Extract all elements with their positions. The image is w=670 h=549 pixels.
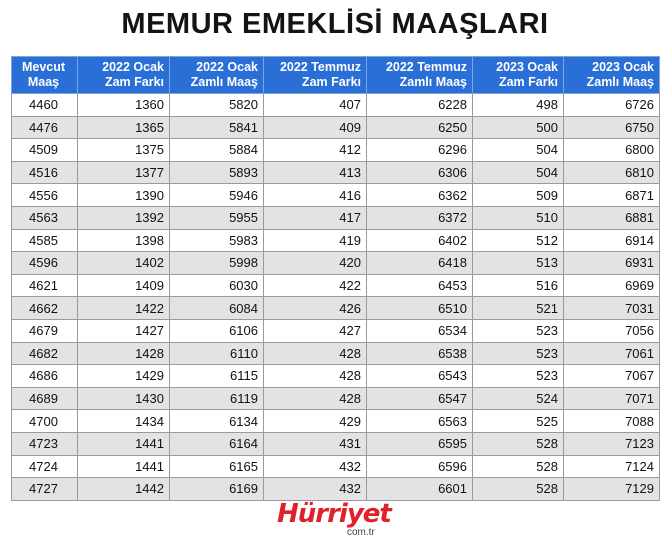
table-cell: 426 — [264, 297, 367, 320]
logo-domain: com.tr — [347, 527, 375, 538]
table-cell: 1390 — [78, 184, 170, 207]
table-cell: 6881 — [564, 206, 660, 229]
table-cell: 6306 — [367, 161, 473, 184]
table-row — [12, 94, 660, 117]
table-cell: 422 — [264, 274, 367, 297]
table-cell: 4585 — [12, 229, 78, 252]
table-cell: 1441 — [78, 432, 170, 455]
table-cell: 6534 — [367, 319, 473, 342]
table-cell: 427 — [264, 319, 367, 342]
table-row — [12, 432, 660, 455]
table-cell: 7129 — [564, 478, 660, 501]
table-cell: 4516 — [12, 161, 78, 184]
table-row — [12, 319, 660, 342]
table-cell: 6418 — [367, 252, 473, 275]
table-cell: 6596 — [367, 455, 473, 478]
table-cell: 498 — [473, 94, 564, 117]
table-cell: 6250 — [367, 116, 473, 139]
table-row — [12, 342, 660, 365]
table-cell: 1409 — [78, 274, 170, 297]
table-row — [12, 297, 660, 320]
table-cell: 6228 — [367, 94, 473, 117]
column-header-line: 2022 Temmuz — [279, 60, 361, 74]
table-cell: 516 — [473, 274, 564, 297]
table-header — [12, 57, 660, 94]
table-cell: 4621 — [12, 274, 78, 297]
logo-wordmark: Hürriyet — [277, 499, 391, 529]
table-cell: 417 — [264, 206, 367, 229]
table-cell: 1392 — [78, 206, 170, 229]
table-cell: 1430 — [78, 387, 170, 410]
table-cell: 1429 — [78, 365, 170, 388]
table-cell: 500 — [473, 116, 564, 139]
table-cell: 528 — [473, 478, 564, 501]
salary-table — [11, 56, 660, 501]
column-header-line: 2022 Ocak — [196, 60, 258, 74]
table-cell: 4723 — [12, 432, 78, 455]
table-cell: 1402 — [78, 252, 170, 275]
table-cell: 521 — [473, 297, 564, 320]
table-cell: 6810 — [564, 161, 660, 184]
table-cell: 6726 — [564, 94, 660, 117]
table-cell: 6969 — [564, 274, 660, 297]
table-cell: 523 — [473, 365, 564, 388]
table-cell: 432 — [264, 478, 367, 501]
table-cell: 1360 — [78, 94, 170, 117]
table-cell: 510 — [473, 206, 564, 229]
table-cell: 432 — [264, 455, 367, 478]
table-cell: 6030 — [170, 274, 264, 297]
table-cell: 6800 — [564, 139, 660, 162]
table-row — [12, 274, 660, 297]
table-cell: 420 — [264, 252, 367, 275]
table-cell: 6169 — [170, 478, 264, 501]
hurriyet-logo — [0, 497, 670, 537]
table-cell: 512 — [473, 229, 564, 252]
table-cell: 4727 — [12, 478, 78, 501]
table-cell: 6914 — [564, 229, 660, 252]
table-cell: 5820 — [170, 94, 264, 117]
column-header-line: Zam Farkı — [301, 75, 361, 89]
table-cell: 412 — [264, 139, 367, 162]
table-cell: 4460 — [12, 94, 78, 117]
column-header — [264, 57, 367, 94]
table-cell: 416 — [264, 184, 367, 207]
column-header-line: Zamlı Maaş — [190, 75, 258, 89]
table-cell: 4563 — [12, 206, 78, 229]
table-cell: 4596 — [12, 252, 78, 275]
table-cell: 4556 — [12, 184, 78, 207]
table-cell: 6871 — [564, 184, 660, 207]
table-cell: 7067 — [564, 365, 660, 388]
column-header — [12, 57, 78, 94]
table-row — [12, 229, 660, 252]
table-cell: 528 — [473, 432, 564, 455]
table-row — [12, 387, 660, 410]
table-cell: 5893 — [170, 161, 264, 184]
table-row — [12, 410, 660, 433]
table-cell: 528 — [473, 455, 564, 478]
table-cell: 4476 — [12, 116, 78, 139]
table-cell: 6547 — [367, 387, 473, 410]
table-cell: 6115 — [170, 365, 264, 388]
column-header — [564, 57, 660, 94]
table-cell: 6510 — [367, 297, 473, 320]
table-cell: 6595 — [367, 432, 473, 455]
table-cell: 428 — [264, 365, 367, 388]
table-cell: 6372 — [367, 206, 473, 229]
header-row — [12, 57, 660, 94]
table-cell: 6134 — [170, 410, 264, 433]
table-cell: 1442 — [78, 478, 170, 501]
table-cell: 6165 — [170, 455, 264, 478]
table-row — [12, 184, 660, 207]
table-cell: 1375 — [78, 139, 170, 162]
column-header-line: 2023 Ocak — [496, 60, 558, 74]
table-cell: 524 — [473, 387, 564, 410]
table-cell: 513 — [473, 252, 564, 275]
table-cell: 413 — [264, 161, 367, 184]
table-cell: 6164 — [170, 432, 264, 455]
table-cell: 407 — [264, 94, 367, 117]
table-cell: 523 — [473, 319, 564, 342]
table-cell: 5884 — [170, 139, 264, 162]
table-cell: 4509 — [12, 139, 78, 162]
table-cell: 6119 — [170, 387, 264, 410]
column-header-line: Maaş — [27, 75, 60, 89]
table-cell: 429 — [264, 410, 367, 433]
table-cell: 1422 — [78, 297, 170, 320]
table-cell: 4682 — [12, 342, 78, 365]
table-cell: 525 — [473, 410, 564, 433]
column-header — [367, 57, 473, 94]
table-cell: 6750 — [564, 116, 660, 139]
column-header — [78, 57, 170, 94]
table-cell: 4700 — [12, 410, 78, 433]
table-cell: 5983 — [170, 229, 264, 252]
column-header-line: Zamlı Maaş — [586, 75, 654, 89]
table-cell: 6296 — [367, 139, 473, 162]
table-cell: 523 — [473, 342, 564, 365]
page-title: MEMUR EMEKLİSİ MAAŞLARI — [121, 8, 549, 40]
table-cell: 1434 — [78, 410, 170, 433]
table-row — [12, 139, 660, 162]
table-cell: 5841 — [170, 116, 264, 139]
table-cell: 7031 — [564, 297, 660, 320]
column-header-line: 2022 Temmuz — [385, 60, 467, 74]
table-cell: 7124 — [564, 455, 660, 478]
table-row — [12, 365, 660, 388]
column-header-line: 2023 Ocak — [592, 60, 654, 74]
table-cell: 504 — [473, 161, 564, 184]
column-header — [473, 57, 564, 94]
table-row — [12, 116, 660, 139]
table-row — [12, 252, 660, 275]
table-cell: 6453 — [367, 274, 473, 297]
table-cell: 4689 — [12, 387, 78, 410]
table-cell: 5998 — [170, 252, 264, 275]
table-row — [12, 455, 660, 478]
table-cell: 7061 — [564, 342, 660, 365]
table-cell: 428 — [264, 342, 367, 365]
column-header-line: Zam Farkı — [498, 75, 558, 89]
table-cell: 6601 — [367, 478, 473, 501]
table-cell: 6084 — [170, 297, 264, 320]
table-body — [12, 94, 660, 501]
table-cell: 1441 — [78, 455, 170, 478]
table-cell: 1398 — [78, 229, 170, 252]
table-row — [12, 206, 660, 229]
column-header-line: Mevcut — [21, 60, 66, 74]
table-cell: 7071 — [564, 387, 660, 410]
table-cell: 1428 — [78, 342, 170, 365]
table-cell: 6362 — [367, 184, 473, 207]
table-cell: 431 — [264, 432, 367, 455]
table-cell: 4679 — [12, 319, 78, 342]
column-header-line: 2022 Ocak — [102, 60, 164, 74]
table-cell: 419 — [264, 229, 367, 252]
table-cell: 1365 — [78, 116, 170, 139]
table-cell: 5946 — [170, 184, 264, 207]
table-cell: 4686 — [12, 365, 78, 388]
table-cell: 6563 — [367, 410, 473, 433]
table-cell: 1377 — [78, 161, 170, 184]
table-cell: 5955 — [170, 206, 264, 229]
table-cell: 7123 — [564, 432, 660, 455]
table-cell: 6110 — [170, 342, 264, 365]
table-cell: 6402 — [367, 229, 473, 252]
table-cell: 504 — [473, 139, 564, 162]
table-cell: 6106 — [170, 319, 264, 342]
table-cell: 6543 — [367, 365, 473, 388]
table-cell: 6538 — [367, 342, 473, 365]
table-cell: 4662 — [12, 297, 78, 320]
table-cell: 7056 — [564, 319, 660, 342]
table-cell: 1427 — [78, 319, 170, 342]
column-header-line: Zam Farkı — [104, 75, 164, 89]
table-cell: 409 — [264, 116, 367, 139]
table-cell: 428 — [264, 387, 367, 410]
column-header-line: Zamlı Maaş — [399, 75, 467, 89]
table-cell: 6931 — [564, 252, 660, 275]
table-cell: 7088 — [564, 410, 660, 433]
table-cell: 509 — [473, 184, 564, 207]
table-row — [12, 161, 660, 184]
table-cell: 4724 — [12, 455, 78, 478]
column-header — [170, 57, 264, 94]
